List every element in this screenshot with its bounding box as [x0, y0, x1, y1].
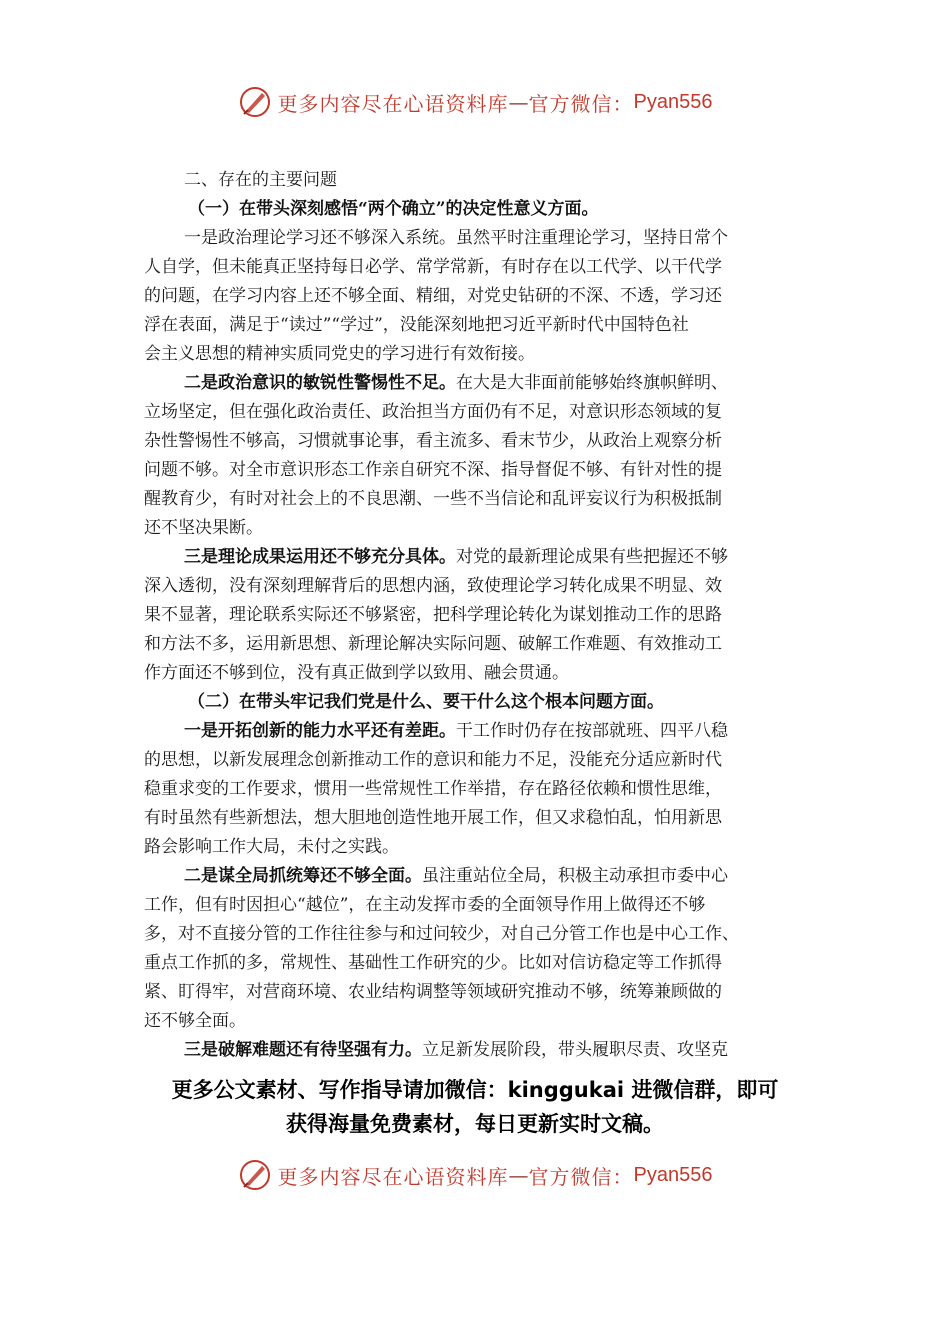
- banner-account-label: 官方微信：: [528, 91, 634, 116]
- banner-account-id: Pyan556: [633, 1163, 713, 1186]
- paragraph-text: 干工作时仍存在按部就班、四平八稳: [456, 721, 728, 741]
- banner-separator: —: [508, 1163, 529, 1187]
- paragraph-line: 的问题，在学习内容上还不够全面、精细，对党史钻研的不深、不透，学习还: [144, 286, 722, 306]
- banner-account-id: Pyan556: [633, 90, 713, 113]
- paragraph-lead: 三是破解难题还有待坚强有力。: [184, 1040, 422, 1060]
- paragraph-line: 作方面还不够到位，没有真正做到学以致用、融会贯通。: [144, 663, 569, 683]
- subsection-title-2: （二）在带头牢记我们党是什么、要干什么这个根本问题方面。: [188, 692, 664, 712]
- paragraph-line: 的思想，以新发展理念创新推动工作的意识和能力不足，没能充分适应新时代: [144, 750, 722, 770]
- paragraph-line: [144, 717, 806, 746]
- banner-account-label: 官方微信：: [528, 1164, 634, 1189]
- paragraph-line: 有时虽然有些新想法，想大胆地创造性地开展工作，但又求稳怕乱，怕用新思: [144, 808, 722, 828]
- paragraph-text: 虽注重站位全局，积极主动承担市委中心: [422, 866, 728, 886]
- paragraph-line: 路会影响工作大局，未付之实践。: [144, 837, 399, 857]
- paragraph-line: 重点工作抓的多，常规性、基础性工作研究的少。比如对信访稳定等工作抓得: [144, 953, 722, 973]
- paragraph-line: 还不够全面。: [144, 1011, 246, 1031]
- paragraph-lead: 二是政治意识的敏锐性警惕性不足。: [184, 373, 456, 393]
- paragraph-line: 稳重求变的工作要求，惯用一些常规性工作举措，存在路径依赖和惯性思维，: [144, 779, 722, 799]
- paragraph-text: 立足新发展阶段，带头履职尽责、攻坚克: [422, 1040, 728, 1060]
- paragraph-line: 醒教育少，有时对社会上的不良思潮、一些不当信论和乱评妄议行为积极抵制: [144, 489, 722, 509]
- paragraph-line: 会主义思想的精神实质同党史的学习进行有效衔接。: [144, 344, 535, 364]
- paragraph-1: [144, 224, 806, 369]
- paragraph-lead: 二是谋全局抓统筹还不够全面。: [184, 866, 422, 886]
- paragraph-line: 一是政治理论学习还不够深入系统。虽然平时注重理论学习，坚持日常个: [184, 228, 728, 248]
- banner-text: 更多内容尽在心语资料库: [277, 1164, 509, 1189]
- paragraph-text: 在大是大非面前能够始终旗帜鲜明、: [456, 373, 728, 393]
- paragraph-line: 工作，但有时因担心“越位”，在主动发挥市委的全面领导作用上做得还不够: [144, 895, 706, 915]
- paragraph-line: 浮在表面，满足于“读过”“学过”，没能深刻地把习近平新时代中国特色社: [144, 315, 689, 335]
- paragraph-line: 和方法不多，运用新思想、新理论解决实际问题、破解工作难题、有效推动工: [144, 634, 722, 654]
- banner-text: 更多内容尽在心语资料库: [277, 91, 509, 116]
- bottom-banner: [0, 1153, 950, 1197]
- paragraph-line: 多，对不直接分管的工作往往参与和过问较少，对自己分管工作也是中心工作、: [144, 924, 739, 944]
- top-banner: [0, 80, 950, 124]
- banner-separator: —: [508, 90, 529, 114]
- section-title: 二、存在的主要问题: [184, 170, 337, 190]
- paragraph-line: 立场坚定，但在强化政治责任、政治担当方面仍有不足，对意识形态领域的复: [144, 402, 722, 422]
- paragraph-3: [144, 543, 806, 688]
- paragraph-line: 深入透彻，没有深刻理解背后的思想内涵，致使理论学习转化成果不明显、效: [144, 576, 722, 596]
- paragraph-4: [144, 717, 806, 862]
- paragraph-line: [144, 862, 806, 891]
- paragraph-lead: 三是理论成果运用还不够充分具体。: [184, 547, 456, 567]
- paragraph-2: [144, 369, 806, 543]
- paragraph-text: 对党的最新理论成果有些把握还不够: [456, 547, 728, 567]
- quill-logo-icon: [238, 85, 272, 119]
- paragraph-line: [144, 543, 806, 572]
- paragraph-lead: 一是开拓创新的能力水平还有差距。: [184, 721, 456, 741]
- paragraph-6: [144, 1036, 806, 1065]
- paragraph-5: [144, 862, 806, 1036]
- paragraph-line: 果不显著，理论联系实际还不够紧密，把科学理论转化为谋划推动工作的思路: [144, 605, 722, 625]
- document-body: [144, 166, 806, 1065]
- paragraph-line: 问题不够。对全市意识形态工作亲自研究不深、指导督促不够、有针对性的提: [144, 460, 722, 480]
- paragraph-line: 还不坚决果断。: [144, 518, 263, 538]
- paragraph-line: [144, 1036, 806, 1065]
- paragraph-line: 杂性警惕性不够高，习惯就事论事，看主流多、看末节少，从政治上观察分析: [144, 431, 722, 451]
- paragraph-line: 紧、盯得牢，对营商环境、农业结构调整等领域研究推动不够，统筹兼顾做的: [144, 982, 722, 1002]
- quill-logo-icon: [238, 1158, 272, 1192]
- subsection-title-1: （一）在带头深刻感悟“两个确立”的决定性意义方面。: [188, 199, 599, 219]
- paragraph-line: 人自学，但未能真正坚持每日必学、常学常新，有时存在以工代学、以干代学: [144, 257, 722, 277]
- paragraph-line: [144, 369, 806, 398]
- promo-line-2: 获得海量免费素材，每日更新实时文稿。: [286, 1112, 664, 1136]
- promo-line-1: 更多公文素材、写作指导请加微信：kinggukai 进微信群，即可: [171, 1078, 779, 1102]
